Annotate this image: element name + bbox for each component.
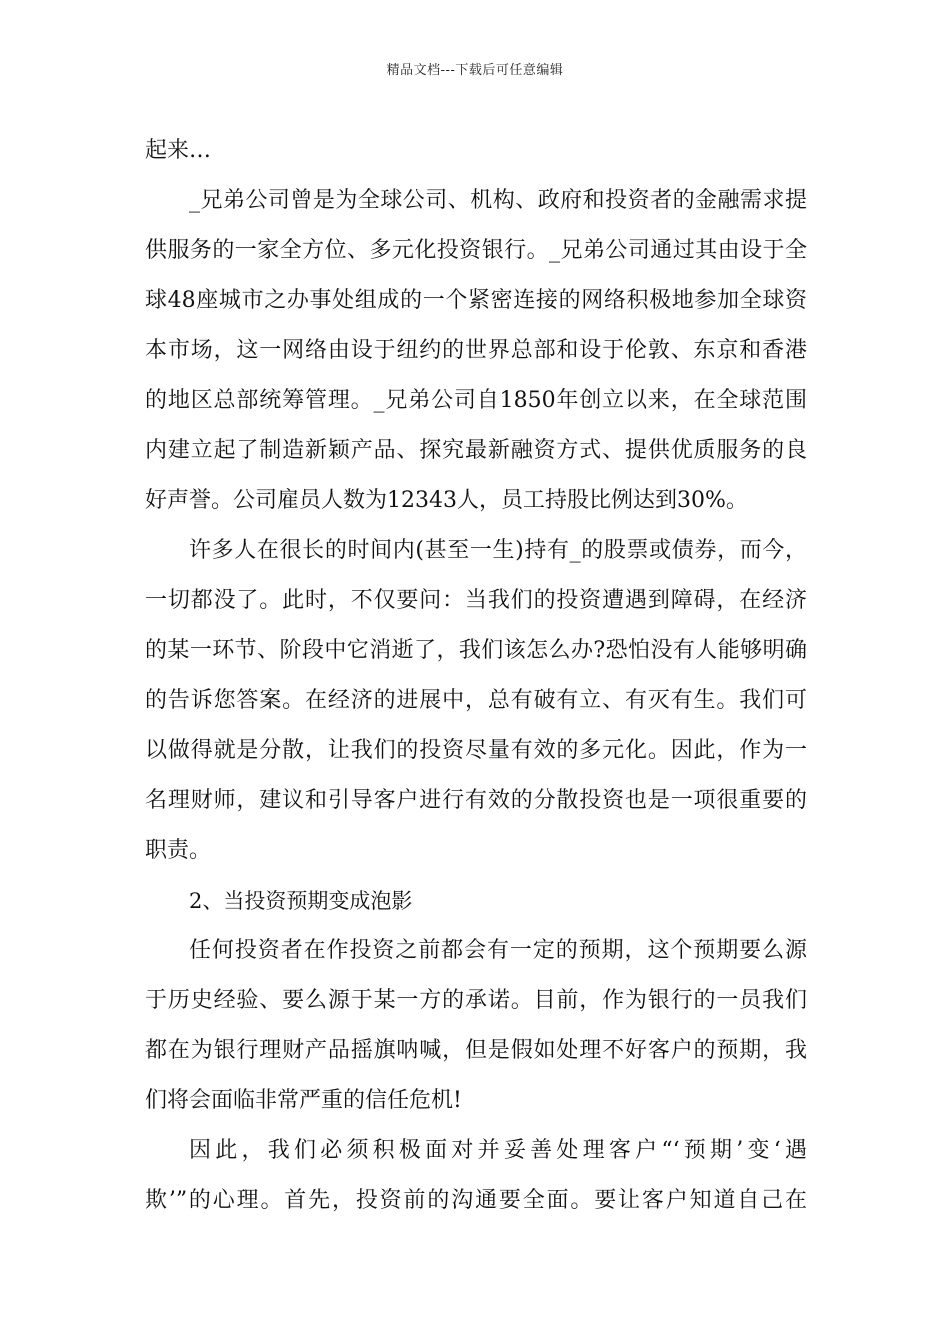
paragraph-line: 任何投资者在作投资之前都会有一定的预期，这个预期要么源	[189, 938, 807, 963]
paragraph-line: 都在为银行理财产品摇旗呐喊，但是假如处理不好客户的预期，我	[145, 1038, 807, 1063]
paragraph-line: 的告诉您答案。在经济的进展中，总有破有立、有灭有生。我们可	[145, 688, 807, 713]
paragraph-line: 的某一环节、阶段中它消逝了，我们该怎么办?恐怕没有人能够明确	[145, 638, 807, 663]
paragraph-line: 内建立起了制造新颖产品、探究最新融资方式、提供优质服务的良	[145, 438, 807, 463]
paragraph-line: 供服务的一家全方位、多元化投资银行。_兄弟公司通过其由设于全	[145, 238, 807, 263]
page-header: 精品文档---下载后可任意编辑	[386, 63, 564, 78]
document-body	[145, 126, 807, 1226]
paragraph-line: 的地区总部统筹管理。_兄弟公司自1850年创立以来，在全球范围	[145, 388, 807, 413]
paragraph-line: 许多人在很长的时间内(甚至一生)持有_的股票或债券，而今，	[189, 538, 807, 563]
paragraph-line: _兄弟公司曾是为全球公司、机构、政府和投资者的金融需求提	[189, 188, 807, 213]
paragraph-line: 们将会面临非常严重的信任危机!	[145, 1088, 462, 1113]
paragraph-line: 球48座城市之办事处组成的一个紧密连接的网络积极地参加全球资	[145, 288, 807, 313]
paragraph-line: 一切都没了。此时，不仅要问：当我们的投资遭遇到障碍，在经济	[145, 588, 807, 613]
paragraph-line: 因此，我们必须积极面对并妥善处理客户“‘预期’变‘遇	[189, 1138, 807, 1163]
paragraph-line: 好声誉。公司雇员人数为12343人，员工持股比例达到30%。	[145, 488, 748, 513]
paragraph-line: 名理财师，建议和引导客户进行有效的分散投资也是一项很重要的	[145, 788, 807, 813]
paragraph-line: 职责。	[145, 838, 212, 863]
paragraph-line: 于历史经验、要么源于某一方的承诺。目前，作为银行的一员我们	[145, 988, 807, 1013]
paragraph-line: 本市场，这一网络由设于纽约的世界总部和设于伦敦、东京和香港	[145, 338, 807, 363]
section-heading: 2、当投资预期变成泡影	[189, 889, 413, 913]
paragraph-line: 以做得就是分散，让我们的投资尽量有效的多元化。因此，作为一	[145, 738, 807, 763]
paragraph-line: 起来…	[145, 138, 212, 163]
paragraph-line: 欺’”的心理。首先，投资前的沟通要全面。要让客户知道自己在	[145, 1188, 807, 1213]
